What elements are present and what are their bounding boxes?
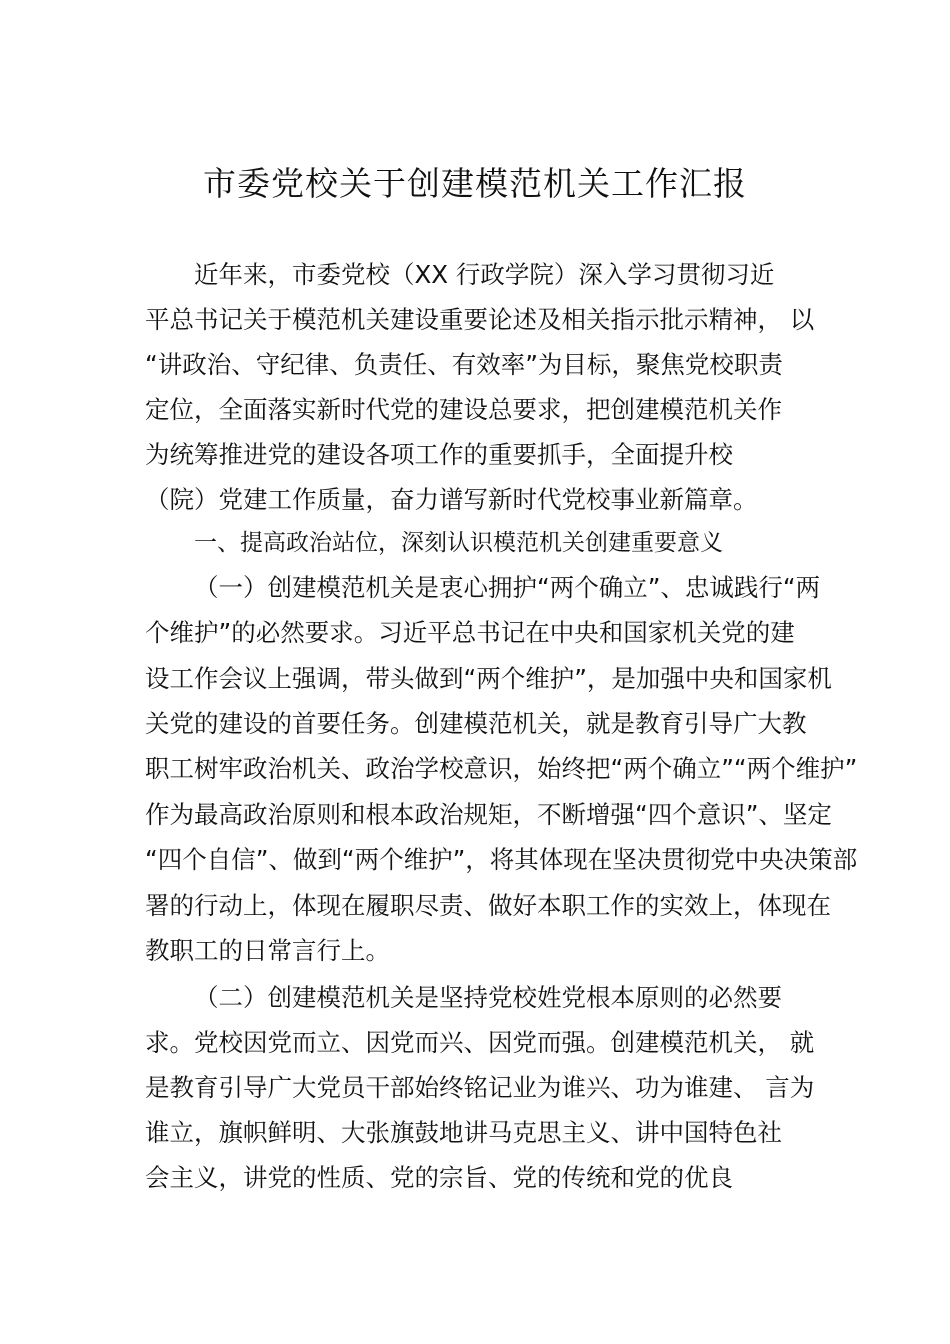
- line-text: 个维护”的必然要求。习近平总书记在中央和国家机关党的建: [145, 618, 795, 647]
- paragraph-line: [0, 928, 950, 974]
- line-text: （二）创建模范机关是坚持党校姓党根本原则的必然要: [194, 983, 782, 1012]
- paragraph-line: [0, 342, 950, 388]
- line-text: 职工树牢政治机关、政治学校意识，始终把“两个确立”“两个维护”: [145, 754, 858, 783]
- line-text: 谁立，旗帜鲜明、大张旗鼓地讲马克思主义、讲中国特色社: [145, 1118, 782, 1147]
- paragraph-line: [0, 610, 950, 656]
- paragraph-line: [0, 837, 950, 883]
- line-text: 定位，全面落实新时代党的建设总要求，把创建模范机关作: [145, 395, 782, 424]
- paragraph-line: [0, 565, 950, 611]
- paragraph-line: [0, 252, 950, 298]
- line-text: 教职工的日常言行上。: [145, 936, 390, 965]
- line-text: 作为最高政治原则和根本政治规矩，不断增强“四个意识”、坚定: [145, 800, 832, 829]
- paragraph-line: [0, 432, 950, 478]
- paragraph-line: [0, 975, 950, 1021]
- line-text: 署的行动上，体现在履职尽责、做好本职工作的实效上，体现在: [145, 891, 831, 920]
- document-title: 市委党校关于创建模范机关工作汇报: [203, 164, 747, 203]
- line-text: 平总书记关于模范机关建设重要论述及相关指示批示精神， 以: [145, 305, 815, 334]
- paragraph-line: [0, 387, 950, 433]
- line-text: 是教育引导广大党员干部始终铭记业为谁兴、功为谁建、 言为: [145, 1073, 815, 1102]
- paragraph-line: [0, 1110, 950, 1156]
- line-text: 会主义，讲党的性质、党的宗旨、党的传统和党的优良: [145, 1163, 733, 1192]
- paragraph-line: [0, 1065, 950, 1111]
- line-text: “四个自信”、做到“两个维护”，将其体现在坚决贯彻党中央决策部: [145, 845, 858, 874]
- line-text: “讲政治、守纪律、负责任、有效率”为目标，聚焦党校职责: [145, 350, 783, 379]
- line-text: 设工作会议上强调，带头做到“两个维护”，是加强中央和国家机: [145, 664, 832, 693]
- line-text: 求。党校因党而立、因党而兴、因党而强。创建模范机关， 就: [145, 1028, 815, 1057]
- paragraph-line: [0, 746, 950, 792]
- paragraph-line: [0, 656, 950, 702]
- paragraph-line: [0, 883, 950, 929]
- paragraph-line: [0, 297, 950, 343]
- line-text: 近年来，市委党校（XX 行政学院）深入学习贯彻习近: [194, 260, 775, 289]
- section-heading: [0, 520, 950, 566]
- line-text: （院）党建工作质量，奋力谱写新时代党校事业新篇章。: [145, 485, 758, 514]
- line-text: 一、提高政治站位，深刻认识模范机关创建重要意义: [194, 530, 723, 556]
- paragraph-line: [0, 1020, 950, 1066]
- line-text: 关党的建设的首要任务。创建模范机关，就是教育引导广大教: [145, 709, 807, 738]
- paragraph-line: [0, 477, 950, 523]
- paragraph-line: [0, 701, 950, 747]
- paragraph-line: [0, 1155, 950, 1201]
- line-text: 为统筹推进党的建设各项工作的重要抓手，全面提升校: [145, 440, 733, 469]
- line-text: （一）创建模范机关是衷心拥护“两个确立”、忠诚践行“两: [194, 573, 821, 602]
- paragraph-line: [0, 792, 950, 838]
